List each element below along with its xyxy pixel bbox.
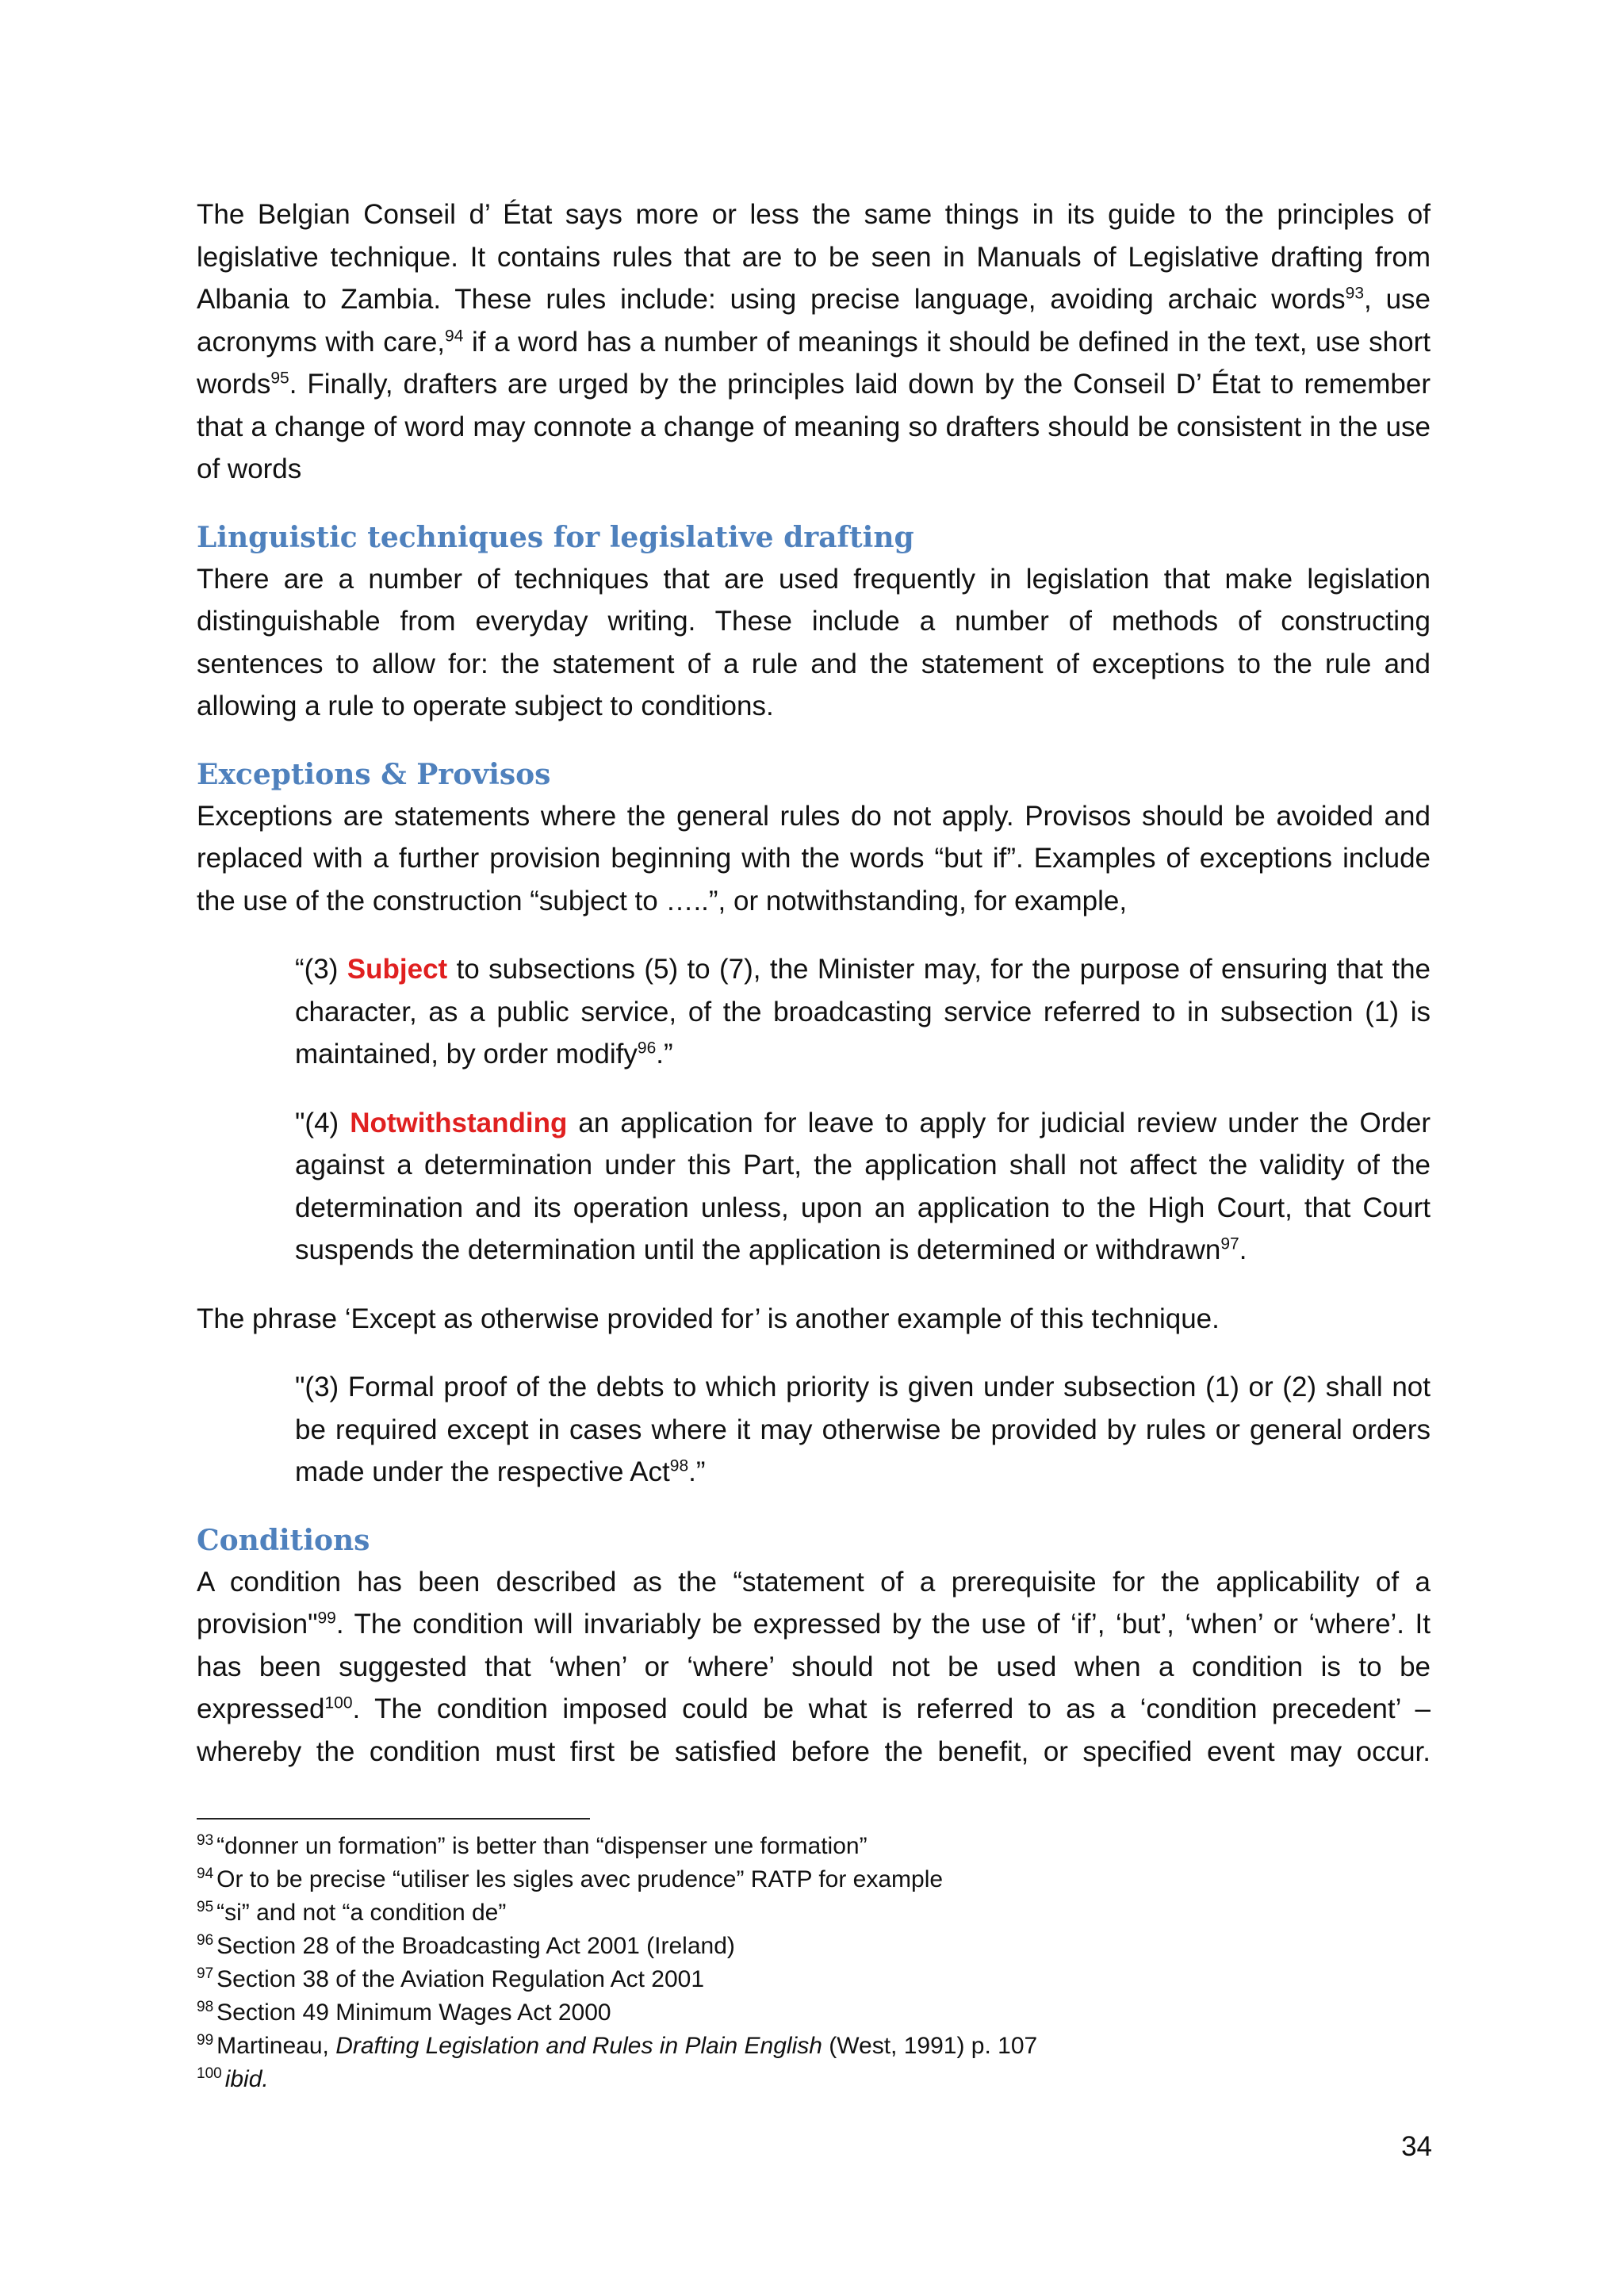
footnote-ref[interactable]: 94 [445,326,464,345]
quote-formal-proof [295,1366,1431,1494]
footnote-ref[interactable]: 99 [317,1609,336,1628]
except-phrase-paragraph: The phrase ‘Except as otherwise provided for’ is another example of this technique. [197,1303,1220,1334]
footnote-ref[interactable]: 97 [1220,1234,1239,1253]
text: A condition has been described as the “statement of a prerequisite for the applicability of a provision" [197,1566,1431,1640]
footnote-number: 98 [197,1999,214,2015]
footnote-separator [197,1818,590,1820]
footnote-97 [197,1963,1431,1996]
text: . The condition imposed could be what is referred to as a ‘condition precedent’ – whereby the condition must first be satisfied before the benefit, or specified event may occur. [197,1693,1431,1767]
text: .” [688,1456,706,1487]
text: .” [656,1039,673,1070]
text: , use acronyms with care, [197,284,1431,358]
footnote-text: “donner un formation” is better than “dispenser une formation” [216,1833,868,1859]
section-heading-linguistic: Linguistic techniques for legislative drafting [197,520,914,554]
footnote-ref[interactable]: 98 [669,1456,689,1475]
footnote-number: 97 [197,1965,214,1982]
footnote-number: 95 [197,1899,214,1915]
section-heading-conditions: Conditions [197,1523,370,1557]
linguistic-paragraph: There are a number of techniques that are used frequently in legislation that make legislation distinguishable from everyday writing. These include a number of methods of constructing sentences to allow for: the statement of a rule and the statement of exceptions to the rule and allowing a rule to operate subject to conditions. [197,563,1431,721]
text: to subsections (5) to (7), the Minister may, for the purpose of ensuring that the character, as a public service, of the broadcasting service referred to in subsection (1) is maintained, by order modify [295,954,1431,1070]
footnote-text: “si” and not “a condition de” [216,1900,507,1926]
text: . [1239,1234,1247,1265]
page-number: 34 [1401,2131,1432,2162]
footnote-text: Section 38 of the Aviation Regulation Act 2001 [216,1966,705,1992]
text: "(3) Formal proof of the debts to which priority is given under subsection (1) or (2) shall not be required except in cases where it may otherwise be provided by rules or general orders made under the respective Act [295,1372,1431,1487]
footnote-text: Or to be precise “utiliser les sigles avec prudence” RATP for example [216,1866,944,1892]
footnote-99 [197,2030,1431,2063]
footnote-100 [197,2063,1431,2096]
footnotes-list [197,1830,1431,2096]
quote-notwithstanding [295,1102,1431,1272]
footnote-ref[interactable]: 95 [270,369,289,388]
footnote-number: 93 [197,1832,214,1849]
footnote-text: Martineau, [216,2033,336,2059]
footnote-text: ibid. [224,2066,269,2092]
footnote-95 [197,1896,1431,1930]
footnote-number: 96 [197,1932,214,1949]
footnote-93 [197,1830,1431,1863]
text: if a word has a number of meanings it should be defined in the text, use short words [197,326,1431,400]
footnote-98 [197,1996,1431,2030]
text: "(4) [295,1107,350,1138]
footnote-text: (West, 1991) p. 107 [822,2033,1038,2059]
footnote-ref[interactable]: 100 [324,1693,353,1712]
text: . Finally, drafters are urged by the principles laid down by the Conseil D’ État to remember that a change of word may connote a change of meaning so drafters should be consistent in the use of words [197,369,1431,484]
main-content [197,193,1431,1773]
text: “(3) [295,954,347,985]
keyword-subject: Subject [347,954,448,985]
keyword-notwithstanding: Notwithstanding [350,1107,568,1138]
footnote-ref[interactable]: 93 [1345,284,1364,303]
intro-paragraph [197,193,1431,491]
footnote-number: 94 [197,1866,214,1882]
text: an application for leave to apply for judicial review under the Order against a determination under this Part, the application shall not affect the validity of the determination and its operation unless, upon an application to the High Court, that Court suspends the determination until the application is determined or withdrawn [295,1107,1431,1265]
footnote-citation-title: Drafting Legislation and Rules in Plain English [335,2033,822,2059]
exceptions-paragraph: Exceptions are statements where the general rules do not apply. Provisos should be avoided and replaced with a further provision beginning with the words “but if”. Examples of exceptions include the use of the construction “subject to …..”, or notwithstanding, for example, [197,800,1431,916]
footnote-number: 99 [197,2032,214,2049]
section-heading-exceptions: Exceptions & Provisos [197,757,551,791]
footnote-text: Section 49 Minimum Wages Act 2000 [216,1999,611,2026]
footnote-94 [197,1863,1431,1896]
conditions-paragraph [197,1561,1431,1774]
footnote-ref[interactable]: 96 [637,1039,657,1058]
footnote-text: Section 28 of the Broadcasting Act 2001 (Ireland) [216,1933,735,1959]
footnote-96 [197,1930,1431,1963]
text: The Belgian Conseil d’ État says more or less the same things in its guide to the principles of legislative technique. It contains rules that are to be seen in Manuals of Legislative drafting from Albania to Zambia. These rules include: using precise language, avoiding archaic words [197,199,1431,315]
quote-subject [295,948,1431,1076]
text: . The condition will invariably be expressed by the use of ‘if’, ‘but’, ‘when’ or ‘where’. It has been suggested that ‘when’ or ‘where’ should not be used when a condition is to be expressed [197,1609,1431,1724]
footnote-number: 100 [197,2065,222,2082]
